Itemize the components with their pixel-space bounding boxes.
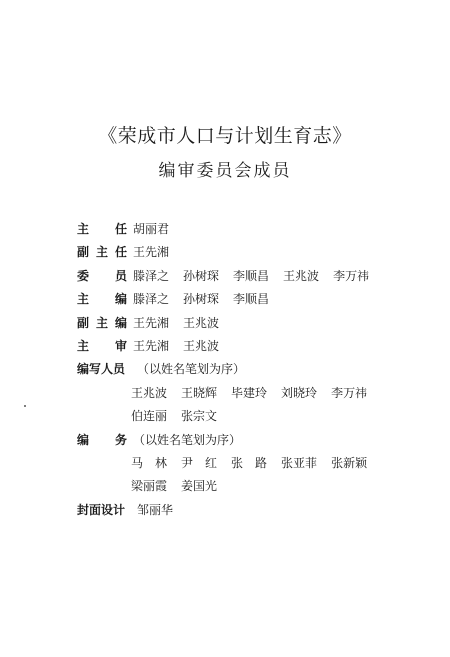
- person-name: 王兆波: [283, 268, 320, 283]
- row-writers-names-2: [77, 405, 417, 428]
- person-name: 李万祎: [333, 268, 370, 283]
- person-name: 王晓辉: [181, 385, 218, 400]
- row-members: [77, 265, 417, 288]
- role-vice-director: 副 主 任: [77, 245, 127, 260]
- person-name: 王先湘: [133, 339, 170, 354]
- row-reviewer: [77, 335, 417, 358]
- person-name: 马 林: [131, 456, 168, 471]
- page-subtitle: 编审委员会成员: [158, 161, 292, 181]
- row-editorial-affairs-header: [77, 429, 417, 452]
- person-name: 李顺昌: [233, 268, 270, 283]
- scan-speck: [24, 405, 26, 407]
- person-name: 尹 红: [181, 456, 218, 471]
- person-name: 滕泽之: [133, 268, 170, 283]
- person-name: 孙树琛: [183, 292, 220, 307]
- row-editor-in-chief: [77, 288, 417, 311]
- person-name: 张亚菲: [281, 456, 318, 471]
- row-editorial-affairs-names-1: [77, 452, 417, 475]
- role-cover-design: 封面设计: [77, 502, 126, 517]
- person-name: 孙树琛: [183, 268, 220, 283]
- person-name: 张 路: [231, 456, 268, 471]
- role-deputy-editor: 副 主 编: [77, 315, 127, 330]
- person-name: 李顺昌: [233, 292, 270, 307]
- person-name: 梁丽霞: [131, 479, 168, 494]
- person-name: 王兆波: [183, 315, 220, 330]
- person-name: 王先湘: [133, 245, 170, 260]
- row-editorial-affairs-names-2: [77, 475, 417, 498]
- person-name: 滕泽之: [133, 292, 170, 307]
- person-name: 邹丽华: [137, 502, 174, 517]
- person-name: 张宗文: [181, 409, 218, 424]
- row-writers-names-1: [77, 382, 417, 405]
- page-title: 《荣成市人口与计划生育志》: [98, 125, 352, 147]
- ordering-note: （以姓名笔划为序）: [137, 362, 246, 377]
- role-editorial-affairs: 编 务: [77, 432, 127, 447]
- ordering-note: （以姓名笔划为序）: [133, 432, 242, 447]
- person-name: 伯连丽: [131, 409, 168, 424]
- committee-roster: [77, 218, 417, 522]
- person-name: 刘晓玲: [281, 385, 318, 400]
- role-members: 委 员: [77, 268, 127, 283]
- person-name: 姜国光: [181, 479, 218, 494]
- role-writers: 编写人员: [77, 362, 126, 377]
- row-director: [77, 218, 417, 241]
- person-name: 王先湘: [133, 315, 170, 330]
- person-name: 王兆波: [131, 385, 168, 400]
- person-name: 李万祎: [331, 385, 368, 400]
- row-vice-director: [77, 241, 417, 264]
- role-editor-in-chief: 主 编: [77, 292, 127, 307]
- row-writers-header: [77, 358, 417, 381]
- role-director: 主 任: [77, 222, 127, 236]
- person-name: 毕建玲: [231, 385, 268, 400]
- role-reviewer: 主 审: [77, 339, 127, 354]
- person-name: 胡丽君: [133, 222, 170, 236]
- person-name: 王兆波: [183, 339, 220, 354]
- person-name: 张新颖: [331, 456, 368, 471]
- row-deputy-editor: [77, 312, 417, 335]
- row-cover-design: [77, 499, 417, 522]
